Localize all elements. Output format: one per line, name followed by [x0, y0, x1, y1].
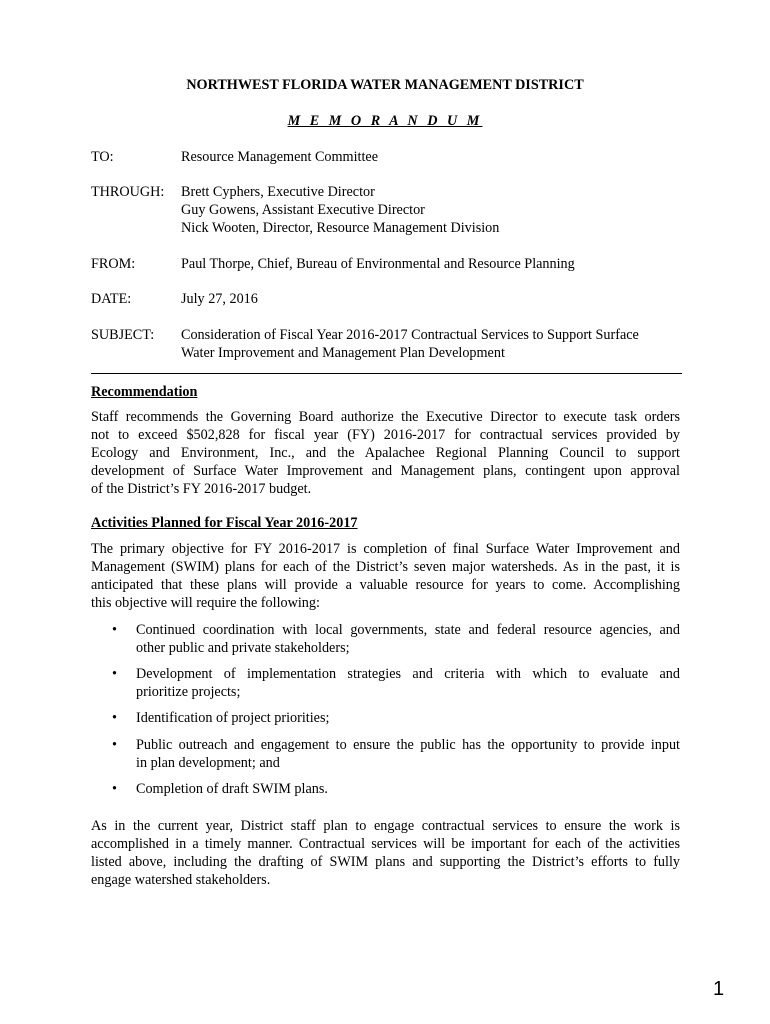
to-value: Resource Management Committee [181, 149, 378, 165]
bullet-text [136, 709, 680, 727]
through-label: THROUGH: [91, 184, 165, 200]
bullet-text [136, 736, 680, 772]
date-label: DATE: [91, 291, 132, 307]
paragraph-line: listed above, including the drafting of SWIM plans and supporting the District’s efforts to fully [91, 854, 680, 870]
subject-line: Water Improvement and Management Plan Development [181, 345, 505, 361]
page-number: 1 [713, 978, 725, 1000]
paragraph-line: of the District’s FY 2016-2017 budget. [91, 481, 312, 497]
from-value: Paul Thorpe, Chief, Bureau of Environmental and Resource Planning [181, 256, 575, 272]
paragraph-line: The primary objective for FY 2016-2017 is completion of final Surface Water Improvement and [91, 541, 680, 557]
paragraph-line: engage watershed stakeholders. [91, 872, 271, 888]
subject-label: SUBJECT: [91, 327, 155, 343]
bullet-text [136, 780, 680, 798]
bullet-icon: • [112, 622, 117, 638]
bullet-text [136, 621, 680, 657]
paragraph-line: not to exceed $502,828 for fiscal year (FY) 2016-2017 for contractual services provided by [91, 427, 680, 443]
paragraph-line: development of Surface Water Improvement and Management plans, contingent upon approval [91, 463, 680, 479]
date-value: July 27, 2016 [181, 291, 258, 307]
from-label: FROM: [91, 256, 136, 272]
header-divider [91, 373, 682, 374]
closing-paragraph [91, 817, 680, 889]
activities-heading: Activities Planned for Fiscal Year 2016-2017 [91, 515, 358, 531]
recommendation-heading: Recommendation [91, 384, 198, 400]
bullet-line: Development of implementation strategies and criteria with which to evaluate and [136, 666, 680, 682]
subject-value [181, 326, 681, 362]
through-person: Brett Cyphers, Executive Director [181, 184, 375, 200]
paragraph-line: anticipated that these plans will provide a valuable resource for years to come. Accomplishing [91, 577, 680, 593]
through-values [181, 183, 681, 237]
paragraph-line: As in the current year, District staff plan to engage contractual services to ensure the work is [91, 818, 680, 834]
bullet-line: in plan development; and [136, 755, 280, 771]
recommendation-paragraph [91, 408, 680, 498]
paragraph-line: accomplished in a timely manner. Contractual services will be important for each of the activities [91, 836, 680, 852]
bullet-line: Completion of draft SWIM plans. [136, 781, 328, 797]
paragraph-line: Staff recommends the Governing Board authorize the Executive Director to execute task orders [91, 409, 680, 425]
paragraph-line: Management (SWIM) plans for each of the District’s seven major watersheds. As in the past, it is [91, 559, 680, 575]
subject-line: Consideration of Fiscal Year 2016-2017 Contractual Services to Support Surface [181, 327, 639, 343]
activities-intro-paragraph [91, 540, 680, 612]
paragraph-line: this objective will require the following: [91, 595, 320, 611]
through-person: Guy Gowens, Assistant Executive Director [181, 202, 425, 218]
bullet-line: other public and private stakeholders; [136, 640, 350, 656]
to-label: TO: [91, 149, 114, 165]
bullet-icon: • [112, 666, 117, 682]
bullet-line: prioritize projects; [136, 684, 241, 700]
bullet-icon: • [112, 781, 117, 797]
bullet-icon: • [112, 737, 117, 753]
organization-title: NORTHWEST FLORIDA WATER MANAGEMENT DISTRICT [186, 77, 584, 93]
bullet-line: Public outreach and engagement to ensure the public has the opportunity to provide input [136, 737, 680, 753]
through-person: Nick Wooten, Director, Resource Management Division [181, 220, 500, 236]
paragraph-line: Ecology and Environment, Inc., and the Apalachee Regional Planning Council to support [91, 445, 680, 461]
bullet-line: Continued coordination with local governments, state and federal resource agencies, and [136, 622, 680, 638]
bullet-icon: • [112, 710, 117, 726]
bullet-line: Identification of project priorities; [136, 710, 330, 726]
bullet-text [136, 665, 680, 701]
memorandum-title: M E M O R A N D U M [287, 113, 483, 129]
